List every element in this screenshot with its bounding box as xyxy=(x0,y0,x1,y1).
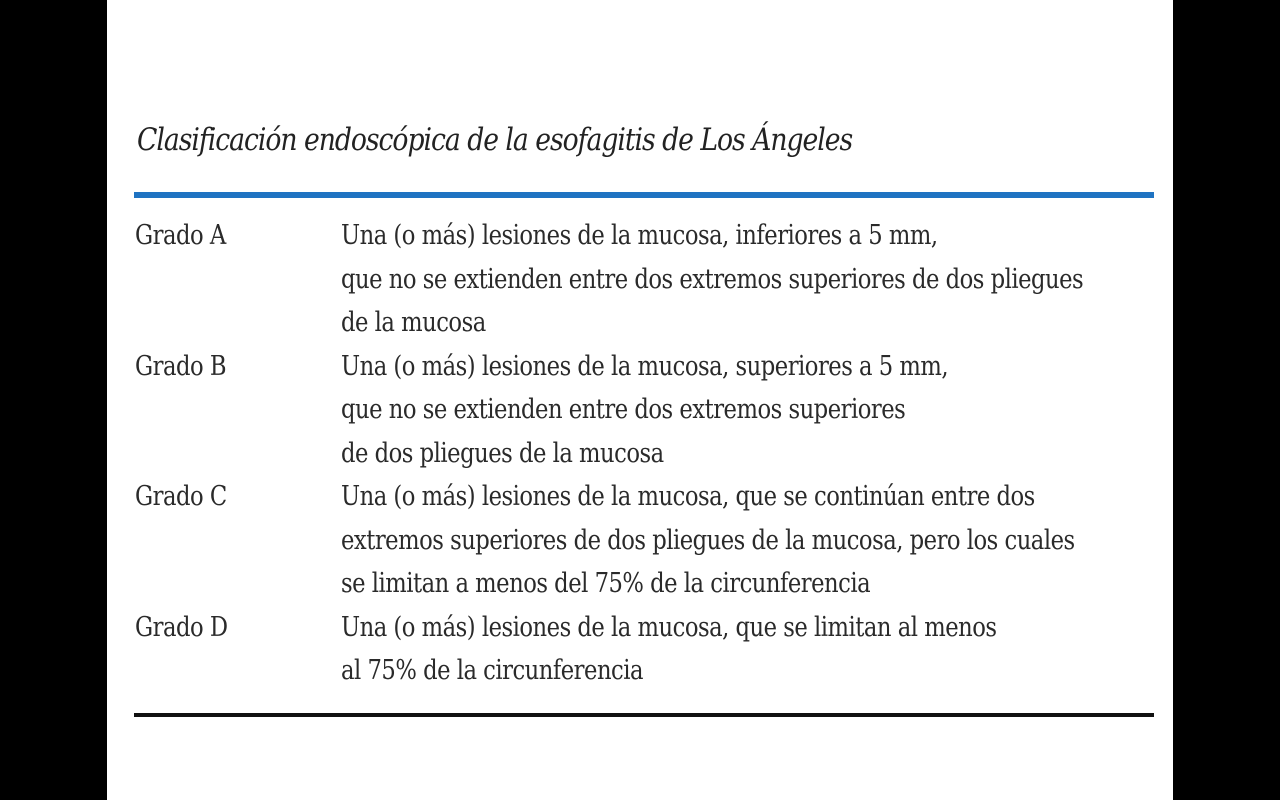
table-title: Clasificación endoscópica de la esofagitis de Los Ángeles xyxy=(137,122,853,158)
grade-description xyxy=(341,214,1225,345)
grade-row-a xyxy=(135,214,1155,345)
description-line: Una (o más) lesiones de la mucosa, inferiores a 5 mm, xyxy=(341,220,938,251)
grade-label: Grado B xyxy=(135,350,227,382)
top-divider xyxy=(134,192,1154,198)
description-line: al 75% de la circunferencia xyxy=(341,655,644,686)
slide-page xyxy=(107,0,1173,800)
bottom-divider xyxy=(134,713,1154,717)
grade-description xyxy=(341,475,1214,606)
classification-table xyxy=(135,214,1155,693)
grade-label: Grado C xyxy=(135,481,227,512)
description-line: de la mucosa xyxy=(341,307,486,338)
description-line: de dos pliegues de la mucosa xyxy=(341,437,664,469)
description-line: extremos superiores de dos pliegues de la mucosa, pero los cuales xyxy=(341,524,1075,556)
description-line: Una (o más) lesiones de la mucosa, que se limitan al menos xyxy=(341,611,997,643)
description-line: que no se extienden entre dos extremos superiores xyxy=(341,394,906,425)
description-line: se limitan a menos del 75% de la circunferencia xyxy=(341,568,871,599)
grade-row-b xyxy=(135,345,1155,476)
grade-label: Grado D xyxy=(135,611,228,643)
description-line: Una (o más) lesiones de la mucosa, superiores a 5 mm, xyxy=(341,350,949,382)
grade-label: Grado A xyxy=(135,220,226,251)
grade-description xyxy=(341,345,1155,476)
description-line: que no se extienden entre dos extremos superiores de dos pliegues xyxy=(341,263,1084,295)
grade-row-d xyxy=(135,606,1155,693)
grade-row-c xyxy=(135,475,1155,606)
description-line: Una (o más) lesiones de la mucosa, que se continúan entre dos xyxy=(341,481,1035,512)
grade-description xyxy=(341,606,1155,693)
